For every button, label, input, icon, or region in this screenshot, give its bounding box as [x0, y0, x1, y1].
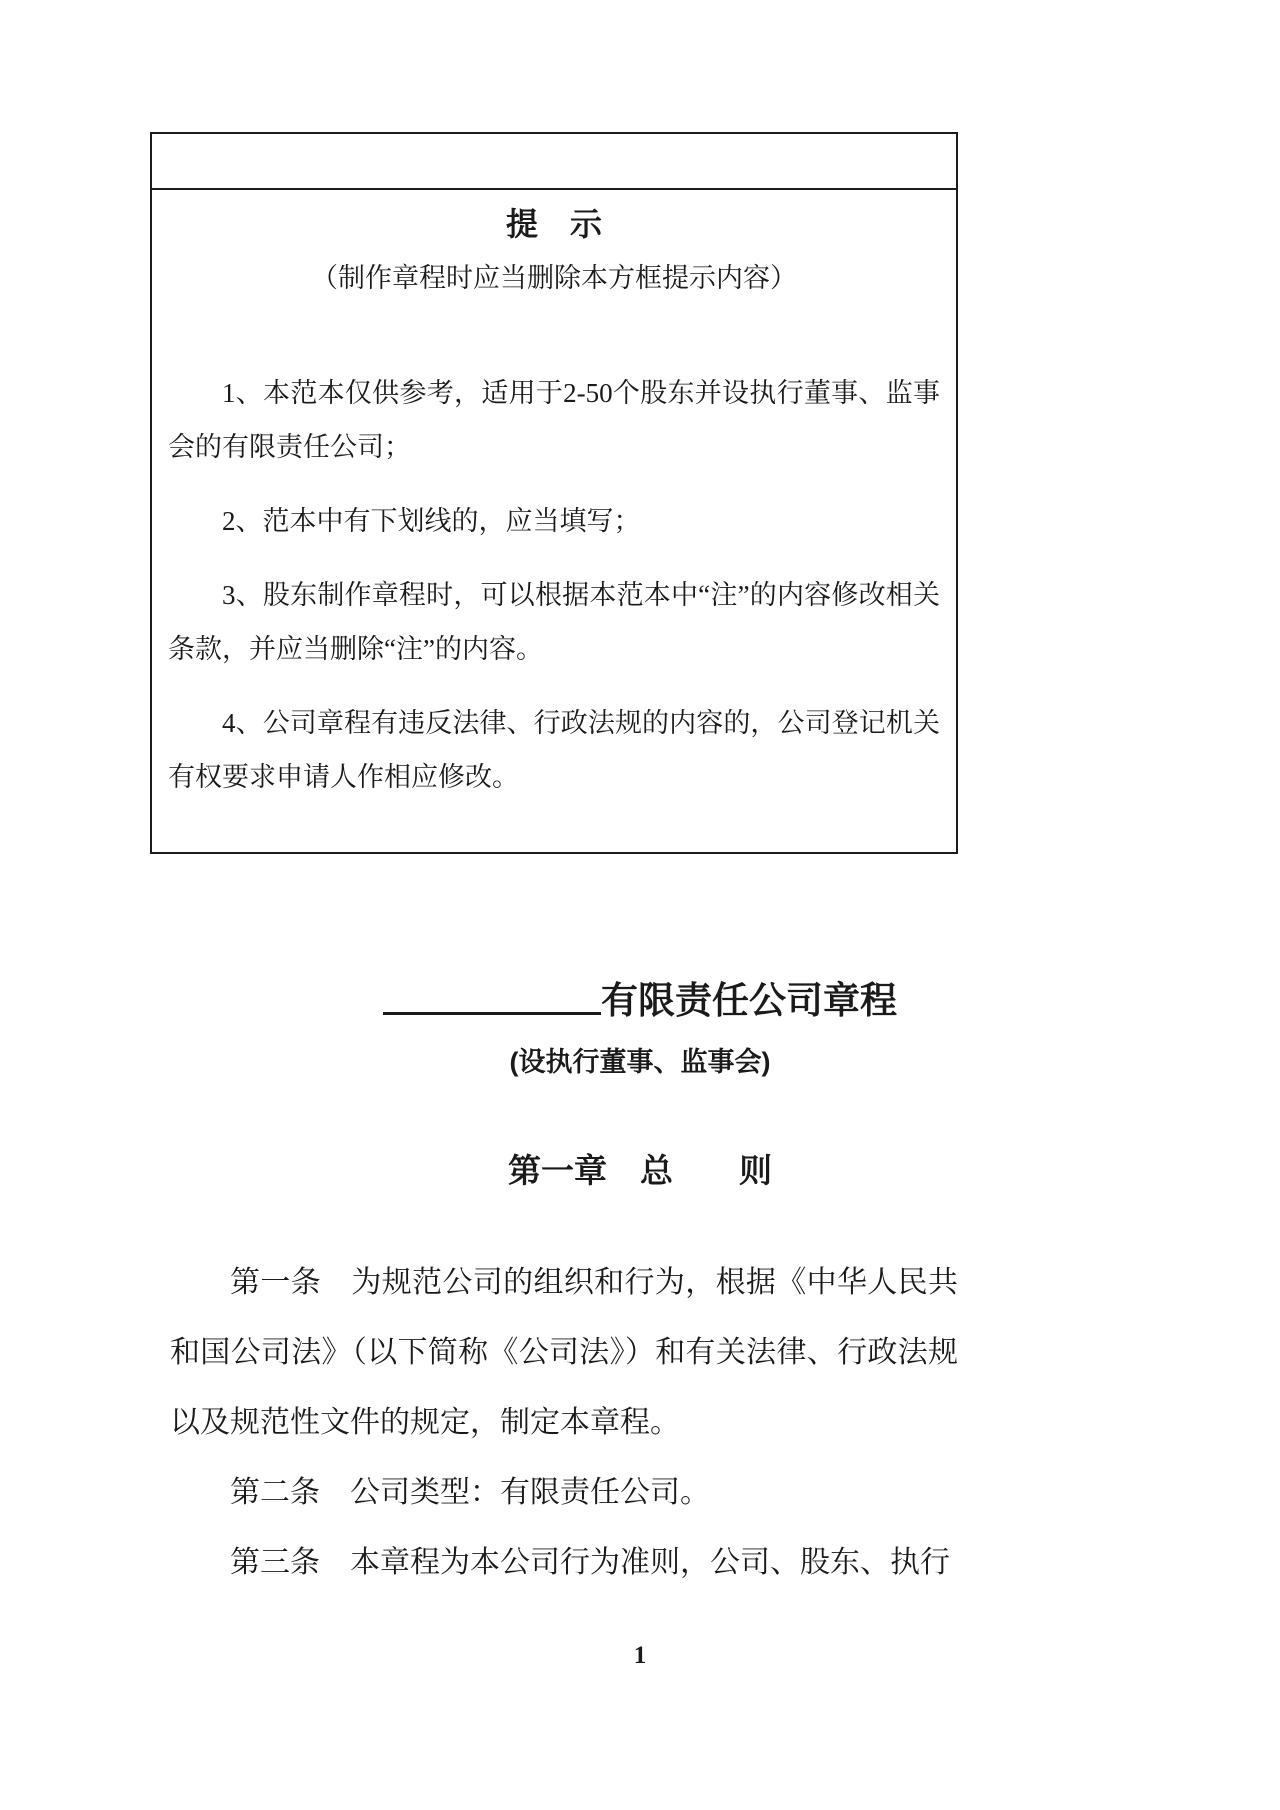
notice-item: 4、公司章程有违反法律、行政法规的内容的，公司登记机关有权要求申请人作相应修改。 [168, 708, 940, 792]
document-title-line [0, 975, 1280, 1026]
notice-box [150, 132, 958, 854]
notice-item: 1、本范本仅供参考，适用于2-50个股东并设执行董事、监事会的有限责任公司； [168, 378, 940, 462]
document-title: 有限责任公司章程 [601, 980, 897, 1021]
notice-items [168, 366, 940, 804]
notice-item: 2、范本中有下划线的，应当填写； [222, 506, 641, 536]
notice-box-header [152, 134, 956, 190]
notice-title: 提 示 [505, 206, 602, 242]
company-name-blank [383, 975, 601, 1015]
chapter-heading: 第一章 总 则 [508, 1152, 772, 1189]
article-paragraph: 第一条 为规范公司的组织和行为，根据《中华人民共和国公司法》（以下简称《公司法》）和有关法律、行政法规以及规范性文件的规定，制定本章程。 [170, 1266, 958, 1439]
notice-item: 3、股东制作章程时，可以根据本范本中“注”的内容修改相关条款，并应当删除“注”的内容。 [168, 580, 940, 664]
document-body [170, 1248, 958, 1598]
article-paragraph: 第三条 本章程为本公司行为准则，公司、股东、执行 [230, 1546, 950, 1579]
notice-subtitle: （制作章程时应当删除本方框提示内容） [311, 263, 797, 293]
document-subtitle: (设执行董事、监事会) [509, 1047, 771, 1077]
page-number: 1 [633, 1642, 647, 1669]
article-paragraph: 第二条 公司类型：有限责任公司。 [230, 1476, 710, 1509]
